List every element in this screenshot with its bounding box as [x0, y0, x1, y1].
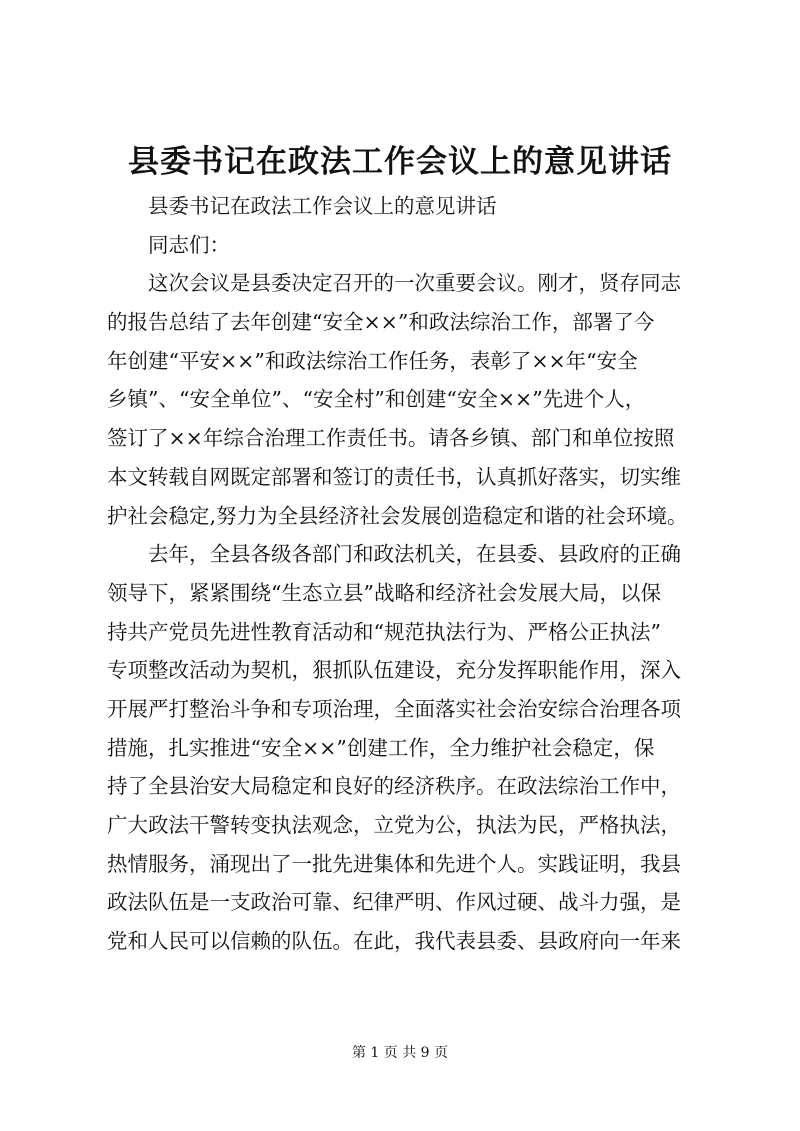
paragraph-1 [107, 264, 707, 535]
paragraph-line: 广大政法干警转变执法观念，立党为公，执法为民，严格执法， [107, 813, 681, 837]
paragraph-2 [107, 535, 707, 961]
paragraph-line: 持了全县治安大局稳定和良好的经济秩序。在政法综治工作中， [107, 774, 681, 799]
paragraph-line: 签订了××年综合治理工作责任书。请各乡镇、部门和单位按照 [107, 426, 675, 451]
paragraph-line: 专项整改活动为契机，狠抓队伍建设，充分发挥职能作用，深入 [107, 658, 681, 683]
paragraph-line: 去年，全县各级各部门和政法机关，在县委、县政府的正确 [148, 542, 681, 567]
paragraph-line: 开展严打整治斗争和专项治理，全面落实社会治安综合治理各项 [107, 696, 681, 721]
paragraph-line: 这次会议是县委决定召开的一次重要会议。刚才，贤存同志 [148, 271, 681, 296]
page-number-footer: 第 1 页 共 9 页 [351, 1045, 449, 1061]
document-title: 县委书记在政法工作会议上的意见讲话 [128, 144, 672, 180]
paragraph-line: 乡镇”、“安全单位”、“安全村”和创建“安全××”先进个人， [107, 387, 646, 412]
paragraph-line: 本文转载自网既定部署和签订的责任书，认真抓好落实，切实维 [107, 464, 681, 489]
paragraph-line: 持共产党员先进性教育活动和“规范执法行为、严格公正执法” [107, 619, 661, 644]
paragraph-line: 年创建“平安××”和政法综治工作任务，表彰了××年“安全 [107, 348, 638, 373]
paragraph-line: 党和人民可以信赖的队伍。在此，我代表县委、县政府向一年来 [107, 929, 681, 954]
subtitle-line: 县委书记在政法工作会议上的意见讲话 [148, 194, 497, 218]
paragraph-line: 措施，扎实推进“安全××”创建工作，全力维护社会稳定，保 [107, 735, 655, 760]
salutation-line: 同志们： [148, 232, 230, 257]
paragraph-line: 热情服务，涌现出了一批先进集体和先进个人。实践证明，我县 [107, 851, 681, 876]
paragraph-line: 护社会稳定,努力为全县经济社会发展创造稳定和谐的社会环境。 [107, 503, 688, 528]
document-body [107, 187, 707, 961]
paragraph-line: 领导下，紧紧围绕“生态立县”战略和经济社会发展大局，以保 [107, 580, 661, 605]
paragraph-line: 政法队伍是一支政治可靠、纪律严明、作风过硬、战斗力强，是 [107, 890, 681, 915]
paragraph-line: 的报告总结了去年创建“安全××”和政法综治工作，部署了今 [107, 310, 655, 335]
